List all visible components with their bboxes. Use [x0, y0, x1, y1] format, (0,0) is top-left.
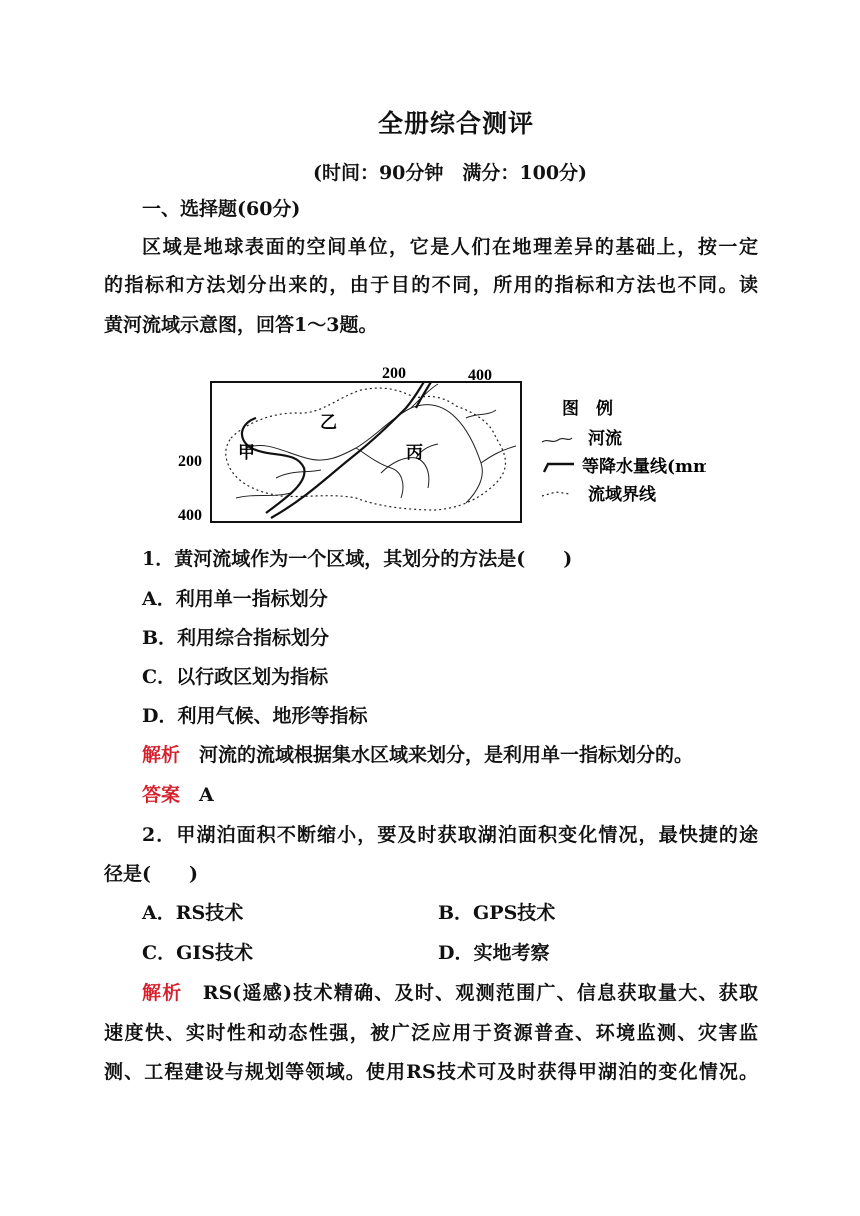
legend-river: 河流: [588, 429, 622, 449]
q1-option-d: D．利用气候、地形等指标: [142, 705, 368, 727]
legend-boundary: 流域界线: [588, 485, 656, 505]
label-left-400: 400: [178, 507, 202, 524]
isohyet-lines: [242, 382, 431, 518]
label-bing: 丙: [406, 443, 423, 463]
q2-option-c: C．GIS技术: [142, 942, 253, 964]
legend-river-symbol: [542, 438, 572, 442]
q1-option-a: A．利用单一指标划分: [142, 588, 328, 610]
label-jia: 甲: [238, 443, 255, 463]
section-heading: 一、选择题(60分): [142, 198, 301, 220]
intro-line-2: 的指标和方法划分出来的，由于目的不同，所用的指标和方法也不同。读: [104, 274, 758, 296]
analysis-text: RS(遥感)技术精确、及时、观测范围广、信息获取量大、获取: [202, 982, 758, 1004]
q1-analysis: [142, 746, 693, 765]
basin-boundary: [226, 388, 506, 510]
q2-analysis-line-3: 测、工程建设与规划等领域。使用RS技术可及时获得甲湖泊的变化情况。: [104, 1061, 758, 1083]
label-top-400: 400: [468, 367, 492, 384]
legend-boundary-symbol: [542, 492, 570, 496]
legend-isohyet-symbol: [544, 464, 574, 472]
q2-option-d: D．实地考察: [438, 942, 550, 964]
label-top-200: 200: [382, 365, 406, 382]
q2-stem-line-1: 2．甲湖泊面积不断缩小，要及时获取湖泊面积变化情况，最快捷的途: [142, 824, 758, 846]
answer-label: 答案: [142, 784, 181, 806]
analysis-label: 解析: [142, 744, 181, 766]
intro-line-1: 区域是地球表面的空间单位，它是人们在地理差异的基础上，按一定: [142, 236, 758, 258]
analysis-text: 河流的流域根据集水区域来划分，是利用单一指标划分的。: [199, 744, 694, 766]
label-yi: 乙: [320, 413, 337, 433]
label-left-200: 200: [178, 453, 202, 470]
q1-option-c: C．以行政区划为指标: [142, 666, 329, 688]
q1-answer: [142, 786, 214, 805]
q2-option-b: B．GPS技术: [438, 902, 556, 924]
analysis-label: 解析: [142, 982, 183, 1004]
river-lines: [236, 384, 516, 503]
q2-analysis-line-1: [142, 984, 758, 1003]
intro-line-3: 黄河流域示意图，回答1～3题。: [104, 314, 378, 336]
answer-value: A: [199, 784, 214, 806]
exam-meta: (时间：90分钟 满分：100分): [312, 162, 588, 184]
q1-option-b: B．利用综合指标划分: [142, 627, 330, 649]
yellow-river-map: [176, 358, 706, 528]
q1-stem: 1．黄河流域作为一个区域，其划分的方法是( ): [142, 548, 573, 570]
page-title: 全册综合测评: [377, 109, 534, 138]
q2-option-a: A．RS技术: [142, 902, 244, 924]
legend-title: 图 例: [562, 399, 613, 419]
q2-stem-line-2: 径是( ): [104, 863, 198, 885]
q2-analysis-line-2: 速度快、实时性和动态性强，被广泛应用于资源普查、环境监测、灾害监: [104, 1022, 758, 1044]
legend-isohyet: 等降水量线(mm): [582, 457, 706, 477]
